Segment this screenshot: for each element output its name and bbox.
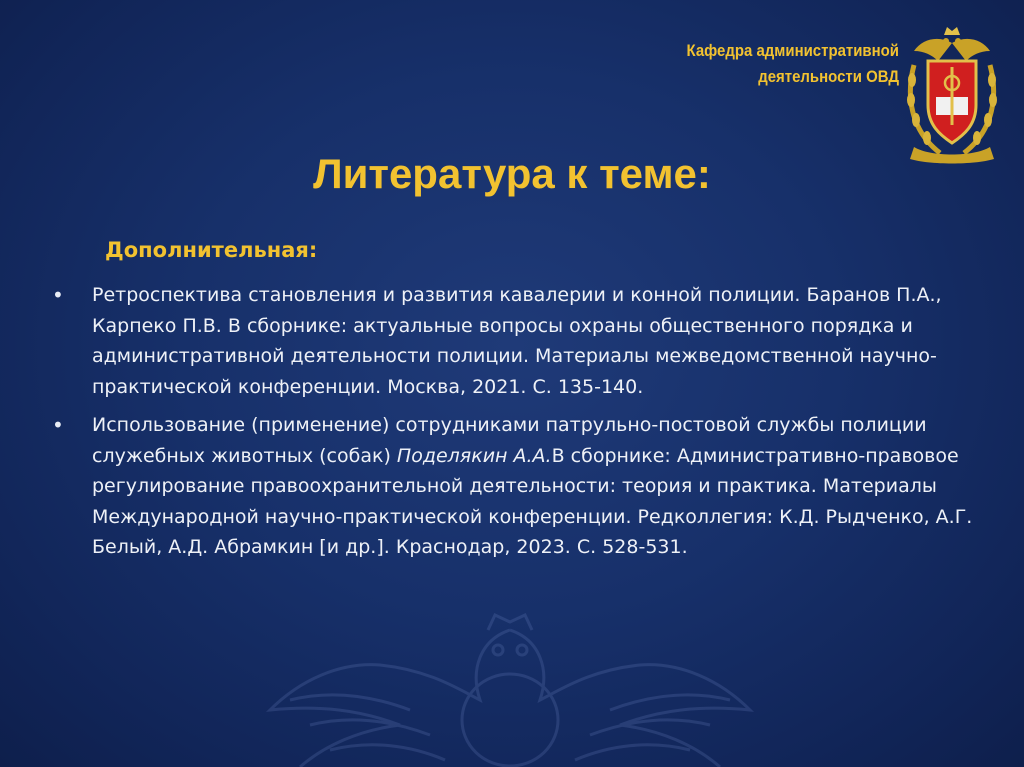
reference-text [92,410,992,563]
department-line-2: деятельности ОВД [758,67,899,86]
list-item [52,410,992,563]
reference-list [52,280,992,571]
reference-text-part: Использование (применение) сотрудниками патрульно-постовой службы полиции служебных животных (собак) [92,414,927,467]
reference-text-part: В сборнике: Административно-правовое регулирование правоохранительной деятельности: теория и практика. Материалы Международной научно-практической конференции. Редколлегия: К.Д. Рыдченко, А.Г. Белый, А.Д. Абрамкин [и др.]. Краснодар, 2023. С. 528-531. [92,444,973,558]
eagle-watermark-icon [230,610,790,767]
bullet-icon: • [52,283,64,307]
section-subtitle: Дополнительная: [105,238,318,262]
department-header [582,38,899,90]
reference-text: Ретроспектива становления и развития кавалерии и конной полиции. Баранов П.А., Карпеко П.В. В сборнике: актуальные вопросы охраны общественного порядка и административной деятельности полиции. Материалы межведомственной научно-практической конференции. Москва, 2021. С. 135-140. [92,284,942,398]
bullet-icon: • [52,413,64,437]
police-emblem-icon [900,25,1004,165]
department-line-1: Кафедра административной [686,41,899,60]
reference-author: Поделякин А.А. [396,444,552,467]
list-item [52,280,992,402]
page-title: Литература к теме: [313,150,711,197]
